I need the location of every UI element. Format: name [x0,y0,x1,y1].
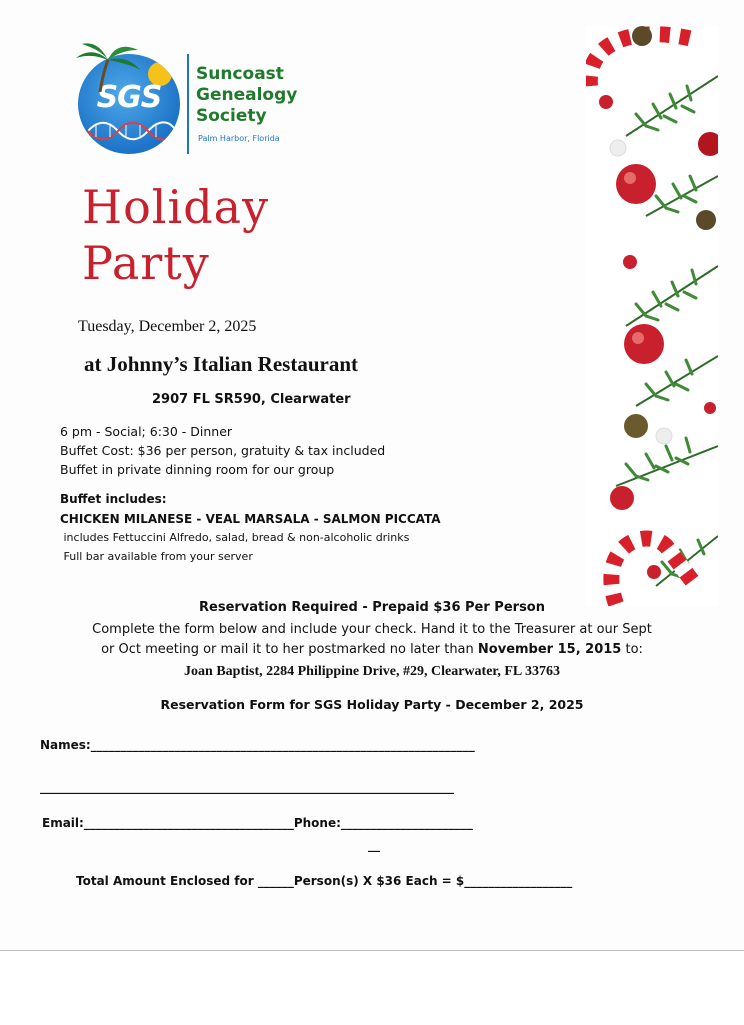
mail-to-address: Joan Baptist, 2284 Philippine Drive, #29, Clearwater, FL 33763 [184,664,560,679]
total-prefix: Total Amount Enclosed for [76,874,258,888]
buffet-heading: Buffet includes: [60,492,167,506]
reservation-heading: Reservation Required - Prepaid $36 Per Person [199,600,545,615]
reservation-line2-start: or Oct meeting or mail it to her postmarked no later than [101,642,478,657]
org-name-line1: Suncoast [196,64,284,84]
org-location: Palm Harbor, Florida [198,134,280,143]
names-label: Names: [40,738,91,752]
stray-underline: __ [368,838,380,852]
event-title-line2: Party [82,236,210,290]
phone-label: Phone: [293,816,341,830]
buffet-includes: includes Fettuccini Alfredo, salad, bread & non-alcoholic drinks [60,531,410,544]
email-blank: ___________________________________ [83,816,294,830]
holiday-garland-image [586,26,718,606]
event-venue: at Johnny’s Italian Restaurant [84,352,359,376]
detail-schedule: 6 pm - Social; 6:30 - Dinner [60,424,233,439]
dna-icon [88,120,174,142]
org-name-line2: Genealogy [196,85,298,105]
names-field-line2[interactable]: _____________________________________________________________________ [40,780,454,794]
phone-blank: ______________________ [340,816,473,830]
total-amount-field[interactable] [76,874,572,888]
amount-blank: __________________ [464,874,573,888]
email-field[interactable] [42,816,473,830]
buffet-menu: CHICKEN MILANESE - VEAL MARSALA - SALMON PICCATA [60,512,441,526]
org-name [196,64,297,127]
scan-bottom-margin [0,950,744,1025]
logo-divider [187,54,189,154]
reservation-line1: Complete the form below and include your check. Hand it to the Treasurer at our Sept [92,622,652,637]
event-date: Tuesday, December 2, 2025 [78,318,257,335]
form-title: Reservation Form for SGS Holiday Party - December 2, 2025 [160,697,584,712]
palm-tree-icon [74,42,144,92]
event-title-line1: Holiday [82,180,270,234]
bar-note: Full bar available from your server [60,550,253,563]
names-field[interactable] [40,738,475,752]
total-mid: Person(s) X $36 Each = $ [293,874,465,888]
reservation-line2-end: to: [621,642,643,657]
logo-text: SGS [96,80,162,115]
event-address: 2907 FL SR590, Clearwater [152,392,351,407]
reservation-line2 [0,642,744,657]
org-name-line3: Society [196,106,267,126]
detail-room: Buffet in private dinning room for our group [60,462,335,477]
email-label: Email: [42,816,84,830]
detail-cost: Buffet Cost: $36 per person, gratuity & tax included [60,443,386,458]
reservation-deadline: November 15, 2015 [477,642,622,657]
persons-blank: ______ [257,874,294,888]
names-blank: ________________________________________________________________ [90,738,475,752]
